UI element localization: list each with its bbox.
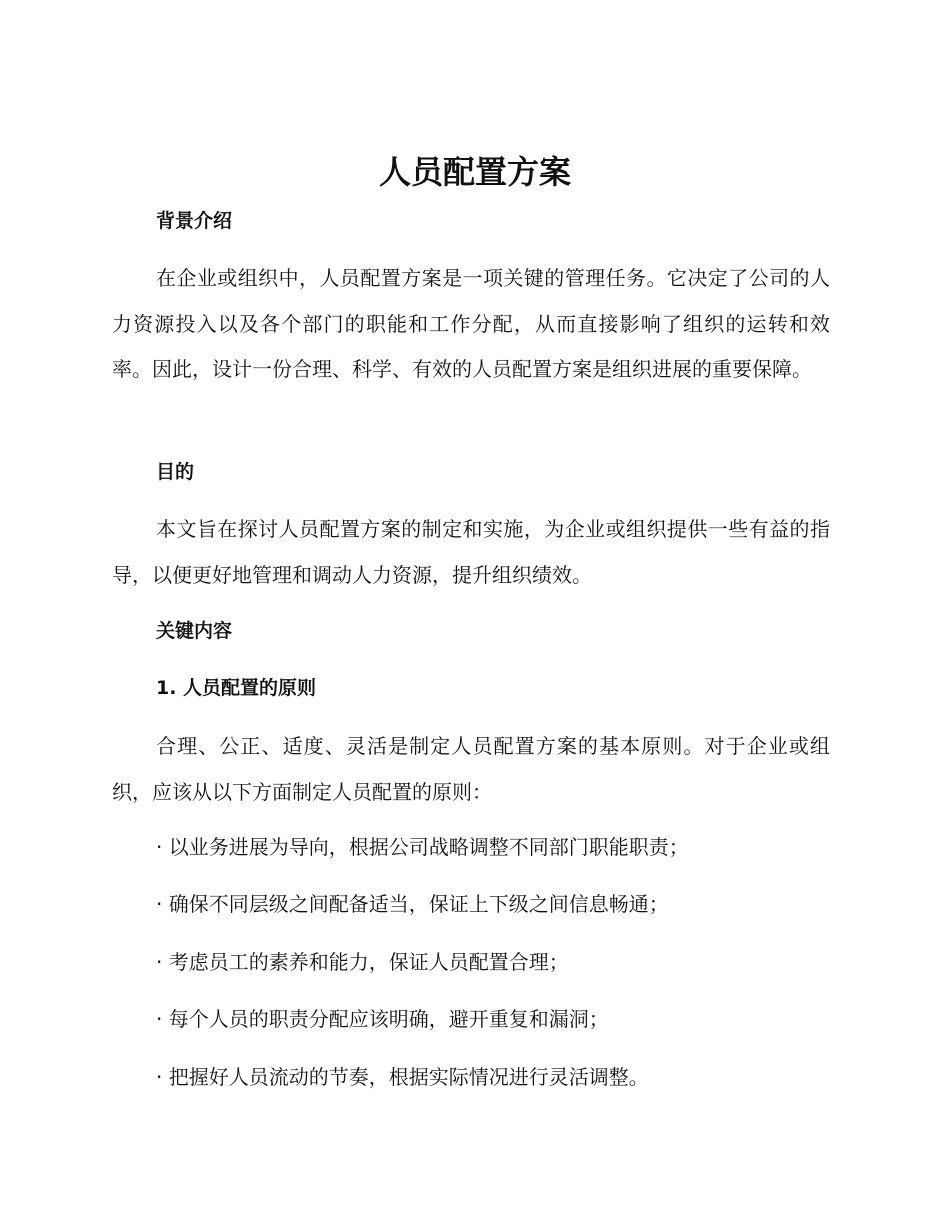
bullet-item: · 把握好人员流动的节奏，根据实际情况进行灵活调整。 <box>156 1065 649 1089</box>
purpose-paragraph: 本文旨在探讨人员配置方案的制定和实施，为企业或组织提供一些有益的指导，以便更好地管理和调动人力资源，提升组织绩效。 <box>112 517 830 587</box>
bullet-item: · 每个人员的职责分配应该明确，避开重复和漏洞； <box>156 1007 609 1031</box>
document-title: 人员配置方案 <box>378 153 571 191</box>
bullet-item: · 确保不同层级之间配备适当，保证上下级之间信息畅通； <box>156 892 669 916</box>
section-heading-key-content: 关键内容 <box>156 620 233 642</box>
subsection-heading-principles: 1. 人员配置的原则 <box>156 677 317 699</box>
section-heading-purpose: 目的 <box>156 461 195 483</box>
section-heading-background: 背景介绍 <box>156 210 233 232</box>
bullet-item: · 以业务进展为导向，根据公司战略调整不同部门职能职责； <box>156 835 689 859</box>
background-paragraph: 在企业或组织中，人员配置方案是一项关键的管理任务。它决定了公司的人力资源投入以及各个部门的职能和工作分配，从而直接影响了组织的运转和效率。因此，设计一份合理、科学、有效的人员配置方案是组织进展的重要保障。 <box>112 266 830 381</box>
bullet-item: · 考虑员工的素养和能力，保证人员配置合理； <box>156 950 569 974</box>
principles-paragraph: 合理、公正、适度、灵活是制定人员配置方案的基本原则。对于企业或组织，应该从以下方面制定人员配置的原则： <box>112 734 830 804</box>
